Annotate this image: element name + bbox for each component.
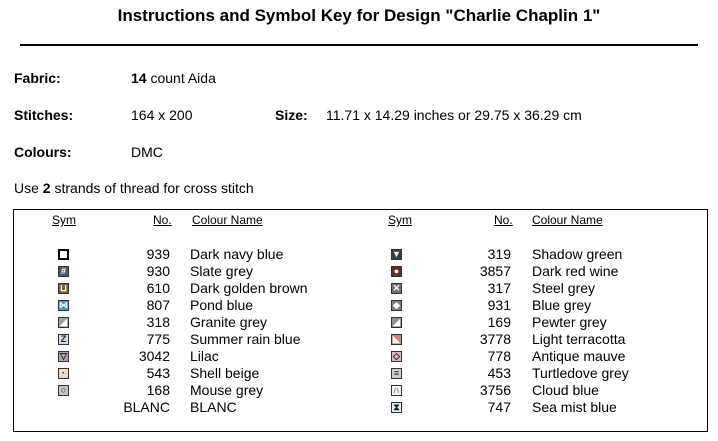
u-square-icon: ⊔: [59, 283, 68, 293]
arch-icon: ∩: [391, 385, 402, 396]
triangle-slash-icon: ◢: [58, 317, 69, 328]
diamond-icon: ◆: [391, 300, 402, 311]
color-name: Dark golden brown: [190, 280, 308, 296]
color-name: Sea mist blue: [532, 399, 617, 415]
x-icon: ✕: [392, 283, 401, 293]
filled-circle-icon: ●: [391, 266, 402, 277]
color-number: 319: [487, 246, 511, 262]
hollow-square-icon: [58, 249, 69, 260]
color-name: Blue grey: [532, 297, 592, 313]
fabric-value: [131, 70, 216, 86]
strands-count: 2: [42, 180, 51, 196]
left-sym-header: Sym: [52, 213, 76, 227]
color-number: BLANC: [123, 399, 170, 415]
color-number: 169: [487, 314, 511, 330]
color-number: 747: [487, 399, 511, 415]
bowtie-icon: ⋈: [59, 300, 68, 310]
colours-label: Colours:: [14, 144, 72, 160]
color-number: 3756: [479, 382, 511, 398]
inverted-triangle-icon: ▽: [58, 351, 69, 362]
color-number: 930: [146, 263, 170, 279]
color-name: Steel grey: [532, 280, 596, 296]
left-name-header: Colour Name: [192, 213, 263, 227]
size-label: Size:: [275, 107, 308, 123]
color-number: 3042: [138, 348, 170, 364]
colours-value: DMC: [131, 144, 163, 160]
color-number: 453: [487, 365, 511, 381]
color-name: Dark red wine: [532, 263, 619, 279]
stitches-label: Stitches:: [14, 107, 74, 123]
color-number: 317: [487, 280, 511, 296]
hourglass-icon: ⧗: [391, 402, 402, 413]
strands-pre: Use: [14, 180, 43, 196]
color-number: 3778: [479, 331, 511, 347]
color-name: Light terracotta: [532, 331, 626, 347]
color-name: Summer rain blue: [190, 331, 301, 347]
hash-icon: #: [58, 266, 69, 277]
right-sym-header: Sym: [388, 213, 412, 227]
color-name: Mouse grey: [190, 382, 264, 398]
color-name: Pewter grey: [532, 314, 607, 330]
left-no-header: No.: [153, 213, 172, 227]
strands-post: strands of thread for cross stitch: [50, 180, 254, 196]
color-number: 931: [487, 297, 511, 313]
z-icon: Z: [58, 334, 69, 345]
page-title: Instructions and Symbol Key for Design "Charlie Chaplin 1": [117, 6, 601, 25]
color-number: 939: [146, 246, 170, 262]
color-name: Lilac: [190, 348, 219, 364]
strands-instruction: [14, 180, 254, 196]
color-number: 778: [487, 348, 511, 364]
color-number: 318: [146, 314, 170, 330]
color-number: 168: [146, 382, 170, 398]
stitches-value: 164 x 200: [131, 107, 193, 123]
circle-icon: ○: [58, 385, 69, 396]
color-name: Turtledove grey: [532, 365, 629, 381]
triangle-slash-icon: ◢: [391, 317, 402, 328]
size-value: 11.71 x 14.29 inches or 29.75 x 36.29 cm: [326, 107, 582, 123]
color-number: 807: [146, 297, 170, 313]
fabric-count: 14: [131, 70, 147, 86]
color-number: 775: [146, 331, 170, 347]
blank-icon: [58, 402, 69, 413]
small-diamond-icon: ◇: [391, 351, 402, 362]
color-name: Shell beige: [190, 365, 260, 381]
color-name: Cloud blue: [532, 382, 599, 398]
corner-triangle-icon: ◣: [391, 334, 402, 345]
color-name: BLANC: [190, 399, 237, 415]
color-name: Dark navy blue: [190, 246, 284, 262]
color-name: Shadow green: [532, 246, 623, 262]
color-number: 610: [146, 280, 170, 296]
color-number: 543: [146, 365, 170, 381]
color-name: Antique mauve: [532, 348, 626, 364]
title-divider: [20, 44, 698, 46]
right-name-header: Colour Name: [532, 213, 603, 227]
right-no-header: No.: [494, 213, 513, 227]
color-name: Granite grey: [190, 314, 268, 330]
fabric-rest: count Aida: [146, 70, 216, 86]
color-name: Slate grey: [190, 263, 254, 279]
lines-icon: ≡: [391, 368, 402, 379]
color-number: 3857: [479, 263, 511, 279]
dot-icon: ·: [58, 368, 69, 379]
fabric-label: Fabric:: [14, 70, 61, 86]
color-name: Pond blue: [190, 297, 254, 313]
down-triangle-icon: ▼: [392, 249, 401, 259]
